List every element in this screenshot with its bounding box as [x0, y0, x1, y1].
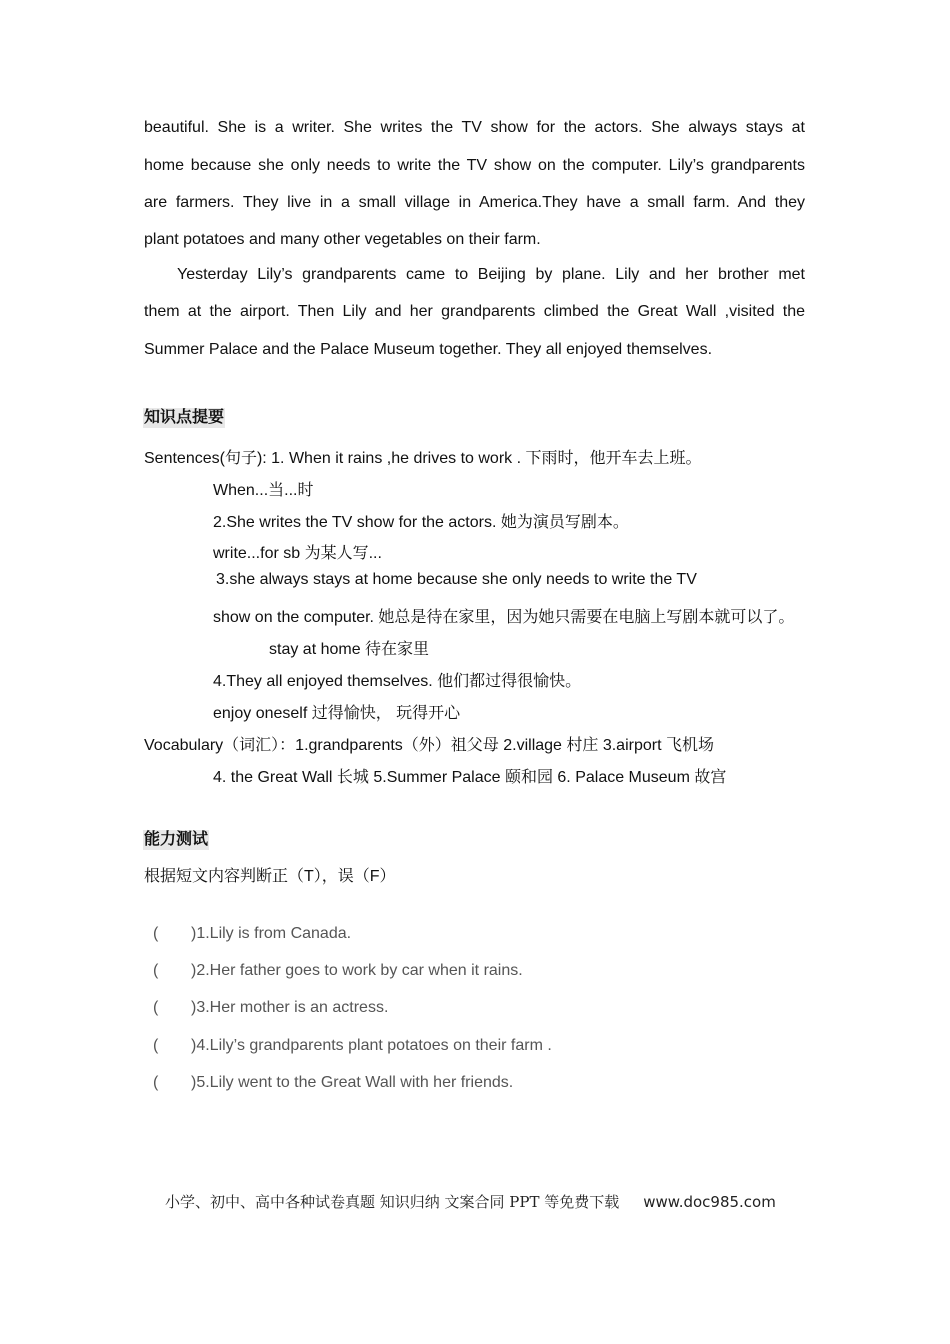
- question-text: )1.Lily is from Canada.: [191, 925, 352, 942]
- passage-line: home because she only needs to write the TV show on the computer. Lily’s grandparents: [144, 157, 805, 174]
- footer-url[interactable]: www.doc985.com: [643, 1193, 776, 1211]
- sentence-line: When...当...时: [213, 482, 314, 499]
- sentence-line: write...for sb 为某人写...: [213, 545, 382, 562]
- vocabulary-line: 4. the Great Wall 长城 5.Summer Palace 颐和园 6. Palace Museum 故宫: [213, 769, 727, 786]
- passage-line: beautiful. She is a writer. She writes the TV show for the actors. She always stays at: [144, 119, 805, 136]
- sentence-line: 4.They all enjoyed themselves. 他们都过得很愉快。: [213, 673, 582, 690]
- section-heading: 知识点提要: [144, 409, 225, 426]
- section-heading: 能力测试: [144, 831, 209, 848]
- answer-bracket[interactable]: (: [153, 999, 159, 1016]
- answer-bracket[interactable]: (: [153, 925, 159, 942]
- answer-bracket[interactable]: (: [153, 1074, 159, 1091]
- answer-bracket[interactable]: (: [153, 1037, 159, 1054]
- sentence-line: 3.she always stays at home because she only needs to write the TV: [216, 571, 697, 588]
- question-item: [153, 998, 388, 1018]
- question-text: )2.Her father goes to work by car when it rains.: [191, 962, 523, 979]
- question-text: )5.Lily went to the Great Wall with her friends.: [191, 1074, 514, 1091]
- page-footer: [165, 1191, 776, 1212]
- passage-line: them at the airport. Then Lily and her grandparents climbed the Great Wall ,visited the: [144, 303, 805, 320]
- sentence-line: enjoy oneself 过得愉快， 玩得开心: [213, 705, 461, 722]
- passage-line: are farmers. They live in a small village in America.They have a small farm. And they: [144, 194, 805, 211]
- question-item: [153, 1036, 552, 1056]
- sentence-line: Sentences(句子): 1. When it rains ,he drives to work . 下雨时，他开车去上班。: [144, 450, 702, 467]
- sentence-line: show on the computer. 她总是待在家里，因为她只需要在电脑上写剧本就可以了。: [213, 609, 795, 626]
- question-text: )3.Her mother is an actress.: [191, 999, 389, 1016]
- passage-line: Yesterday Lily’s grandparents came to Beijing by plane. Lily and her brother met: [177, 266, 805, 283]
- passage-line: plant potatoes and many other vegetables on their farm.: [144, 231, 541, 248]
- vocabulary-line: Vocabulary（词汇）：1.grandparents（外）祖父母 2.village 村庄 3.airport 飞机场: [144, 737, 714, 754]
- passage-line: Summer Palace and the Palace Museum together. They all enjoyed themselves.: [144, 341, 713, 358]
- question-item: [153, 924, 351, 944]
- footer-text: 小学、初中、高中各种试卷真题 知识归纳 文案合同 PPT 等免费下载: [165, 1193, 620, 1211]
- question-item: [153, 1073, 513, 1093]
- sentence-line: 2.She writes the TV show for the actors. 她为演员写剧本。: [213, 514, 629, 531]
- question-item: [153, 961, 523, 981]
- sentence-line: stay at home 待在家里: [269, 641, 430, 658]
- answer-bracket[interactable]: (: [153, 962, 159, 979]
- test-instruction: 根据短文内容判断正（T），误（F）: [144, 868, 396, 885]
- question-text: )4.Lily’s grandparents plant potatoes on their farm .: [191, 1037, 552, 1054]
